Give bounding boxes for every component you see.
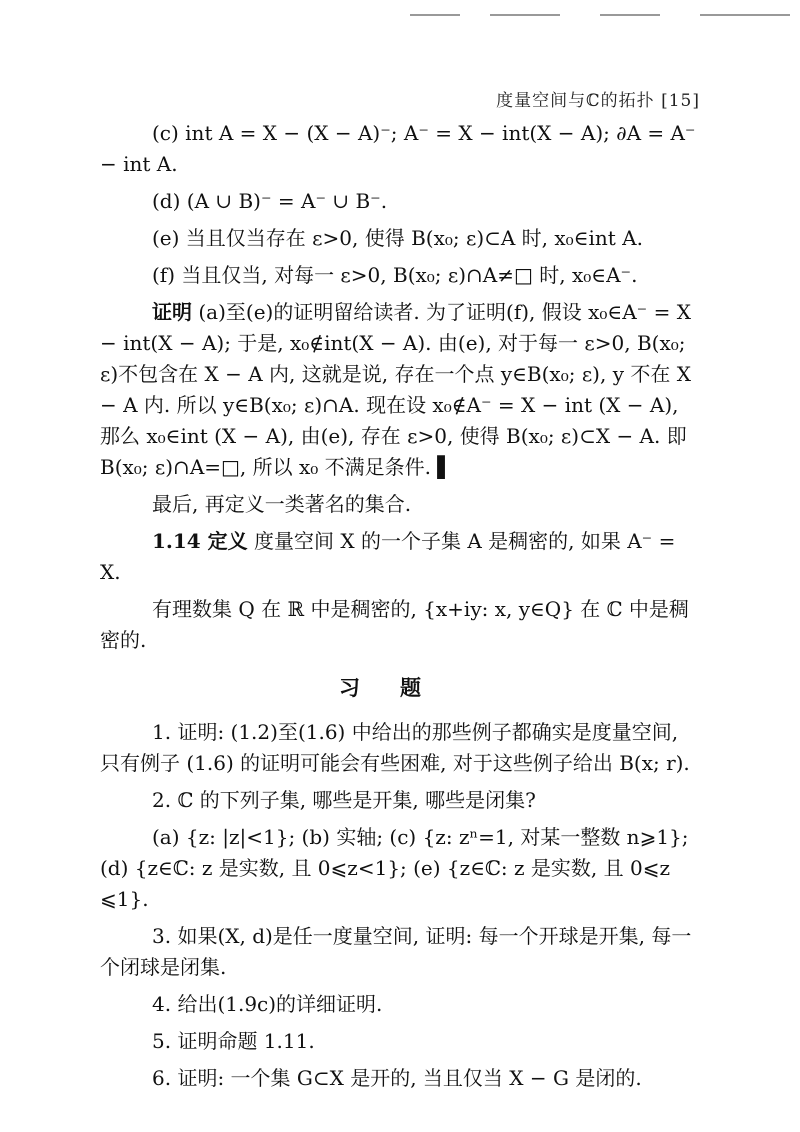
- qed-mark: ▌: [437, 455, 453, 479]
- example-paragraph: 有理数集 Q 在 ℝ 中是稠密的, {x+iy: x, y∈Q} 在 ℂ 中是稠密的.: [100, 597, 689, 652]
- exercise-6: 6. 证明: 一个集 G⊂X 是开的, 当且仅当 X − G 是闭的.: [152, 1066, 642, 1090]
- item-d: (d) (A ∪ B)⁻ = A⁻ ∪ B⁻.: [152, 189, 388, 213]
- proof-label: 证明: [152, 300, 192, 324]
- proof-paragraph: [100, 297, 700, 483]
- item-e: (e) 当且仅当存在 ε>0, 使得 B(x₀; ε)⊂A 时, x₀∈int A.: [152, 226, 643, 250]
- exercise-3: 3. 如果(X, d)是任一度量空间, 证明: 每一个开球是开集, 每一个闭球是闭集.: [100, 924, 692, 979]
- exercise-2: 2. ℂ 的下列子集, 哪些是开集, 哪些是闭集?: [152, 788, 536, 812]
- item-f: (f) 当且仅当, 对每一 ε>0, B(x₀; ε)∩A≠□ 时, x₀∈A⁻.: [152, 263, 638, 287]
- exercise-2-options: (a) {z: |z|<1}; (b) 实轴; (c) {z: zⁿ=1, 对某一整数 n⩾1}; (d) {z∈ℂ: z 是实数, 且 0⩽z<1}; (e) {z∈ℂ: z 是实数, 且 0⩽z ⩽1}.: [100, 825, 689, 911]
- top-rule-3: [600, 14, 660, 16]
- definition-paragraph: [100, 526, 700, 588]
- exercise-1: 1. 证明: (1.2)至(1.6) 中给出的那些例子都确实是度量空间, 只有例子 (1.6) 的证明可能会有些困难, 对于这些例子给出 B(x; r).: [100, 720, 690, 775]
- top-rule-2: [490, 14, 560, 16]
- definition-text: 度量空间 X 的一个子集 A 是稠密的, 如果 A⁻ = X.: [100, 529, 676, 584]
- finally-paragraph: 最后, 再定义一类著名的集合.: [152, 492, 412, 516]
- page-body: [100, 118, 700, 1100]
- proof-text: (a)至(e)的证明留给读者. 为了证明(f), 假设 x₀∈A⁻ = X − int(X − A); 于是, x₀∉int(X − A). 由(e), 对于每一 ε>0, B(x₀; ε)不包含在 X − A 内, 这就是说, 存在一个点 y∈B(x₀; ε), y 不在 X − A 内. 所以 y∈B(x₀; ε)∩A. 现在设 x₀∉A⁻ = X − int (X − A), 那么 x₀∈int (X − A), 由(e), 存在 ε>0, 使得 B(x₀; ε)⊂X − A. 即 B(x₀; ε)∩A=□, 所以 x₀ 不满足条件.: [100, 300, 691, 479]
- top-rule-1: [410, 14, 460, 16]
- exercise-4: 4. 给出(1.9c)的详细证明.: [152, 992, 383, 1016]
- item-c: (c) int A = X − (X − A)⁻; A⁻ = X − int(X − A); ∂A = A⁻ − int A.: [100, 121, 696, 176]
- top-rule-4: [700, 14, 790, 16]
- definition-label: 1.14 定义: [152, 529, 248, 553]
- exercises-title: 习题: [339, 675, 461, 700]
- running-header: 度量空间与ℂ的拓扑 [15]: [496, 91, 700, 111]
- exercise-5: 5. 证明命题 1.11.: [152, 1029, 315, 1053]
